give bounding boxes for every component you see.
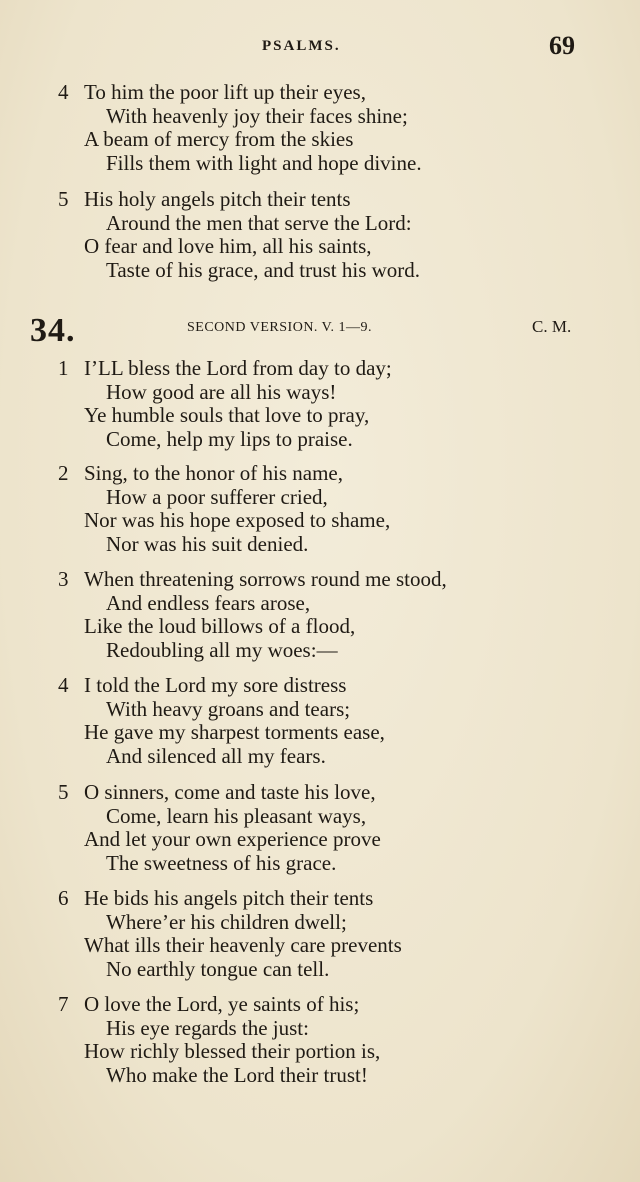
verse-line: O sinners, come and taste his love, bbox=[84, 780, 376, 804]
stanza-number: 2 bbox=[58, 461, 69, 485]
verse-line: Like the loud billows of a flood, bbox=[84, 614, 356, 638]
hymn-version: SECOND VERSION. V. 1—9. bbox=[187, 320, 372, 335]
verse-line: O fear and love him, all his saints, bbox=[84, 234, 372, 258]
verse-line: A beam of mercy from the skies bbox=[84, 127, 354, 151]
stanza-number: 4 bbox=[58, 673, 69, 697]
verse-line: Nor was his suit denied. bbox=[106, 531, 309, 556]
stanza-number: 5 bbox=[58, 187, 69, 211]
stanza-number: 1 bbox=[58, 356, 69, 380]
verse-line: Ye humble souls that love to pray, bbox=[84, 403, 370, 427]
verse-line: With heavy groans and tears; bbox=[106, 696, 351, 721]
verse-line: No earthly tongue can tell. bbox=[106, 956, 330, 981]
page-number: 69 bbox=[549, 31, 575, 60]
verse-line: Sing, to the honor of his name, bbox=[84, 461, 343, 485]
verse-line: And silenced all my fears. bbox=[106, 743, 326, 768]
hymn-header bbox=[30, 312, 590, 349]
verse-line: To him the poor lift up their eyes, bbox=[84, 80, 366, 104]
verse-line: And endless fears arose, bbox=[106, 590, 311, 615]
verse-line: The sweetness of his grace. bbox=[106, 850, 337, 875]
verse-line: Fills them with light and hope divine. bbox=[106, 150, 422, 175]
verse-line: I told the Lord my sore distress bbox=[84, 673, 347, 697]
verse-line: With heavenly joy their faces shine; bbox=[106, 103, 408, 128]
verse-line: And let your own experience prove bbox=[84, 827, 381, 851]
verse-line: How richly blessed their portion is, bbox=[84, 1039, 381, 1063]
stanza-4 bbox=[58, 674, 618, 768]
verse-line: His holy angels pitch their tents bbox=[84, 187, 351, 211]
hymn-number: 34. bbox=[30, 312, 76, 349]
verse-line: When threatening sorrows round me stood, bbox=[84, 567, 447, 591]
verse-line: He gave my sharpest torments ease, bbox=[84, 720, 385, 744]
verse-line: I’LL bless the Lord from day to day; bbox=[84, 356, 392, 380]
verse-line: He bids his angels pitch their tents bbox=[84, 886, 374, 910]
stanza-3 bbox=[58, 568, 618, 662]
stanza-5 bbox=[58, 781, 618, 875]
verse-line: Redoubling all my woes:— bbox=[106, 637, 338, 662]
stanza-number: 3 bbox=[58, 567, 69, 591]
stanza-number: 7 bbox=[58, 992, 69, 1016]
verse-line: Come, learn his pleasant ways, bbox=[106, 803, 367, 828]
verse-line: What ills their heavenly care prevents bbox=[84, 933, 402, 957]
hymn-meter: C. M. bbox=[532, 317, 572, 336]
verse-line: His eye regards the just: bbox=[106, 1015, 309, 1040]
verse-line: O love the Lord, ye saints of his; bbox=[84, 992, 360, 1016]
stanza-6 bbox=[58, 887, 618, 981]
verse-line: Taste of his grace, and trust his word. bbox=[106, 257, 421, 282]
verse-line: How a poor sufferer cried, bbox=[106, 484, 328, 509]
stanza-number: 5 bbox=[58, 780, 69, 804]
verse-line: Come, help my lips to praise. bbox=[106, 426, 353, 451]
stanza-number: 6 bbox=[58, 886, 69, 910]
stanza-top-5 bbox=[58, 188, 618, 282]
running-head: PSALMS. bbox=[262, 38, 341, 54]
verse-line: Who make the Lord their trust! bbox=[106, 1062, 368, 1087]
stanza-number: 4 bbox=[58, 80, 69, 104]
stanza-2 bbox=[58, 462, 618, 556]
stanza-top-4 bbox=[58, 81, 618, 175]
verse-line: How good are all his ways! bbox=[106, 379, 337, 404]
verse-line: Where’er his children dwell; bbox=[106, 909, 347, 934]
stanza-7 bbox=[58, 993, 618, 1087]
stanza-1 bbox=[58, 357, 618, 451]
verse-line: Around the men that serve the Lord: bbox=[106, 210, 412, 235]
verse-line: Nor was his hope exposed to shame, bbox=[84, 508, 391, 532]
